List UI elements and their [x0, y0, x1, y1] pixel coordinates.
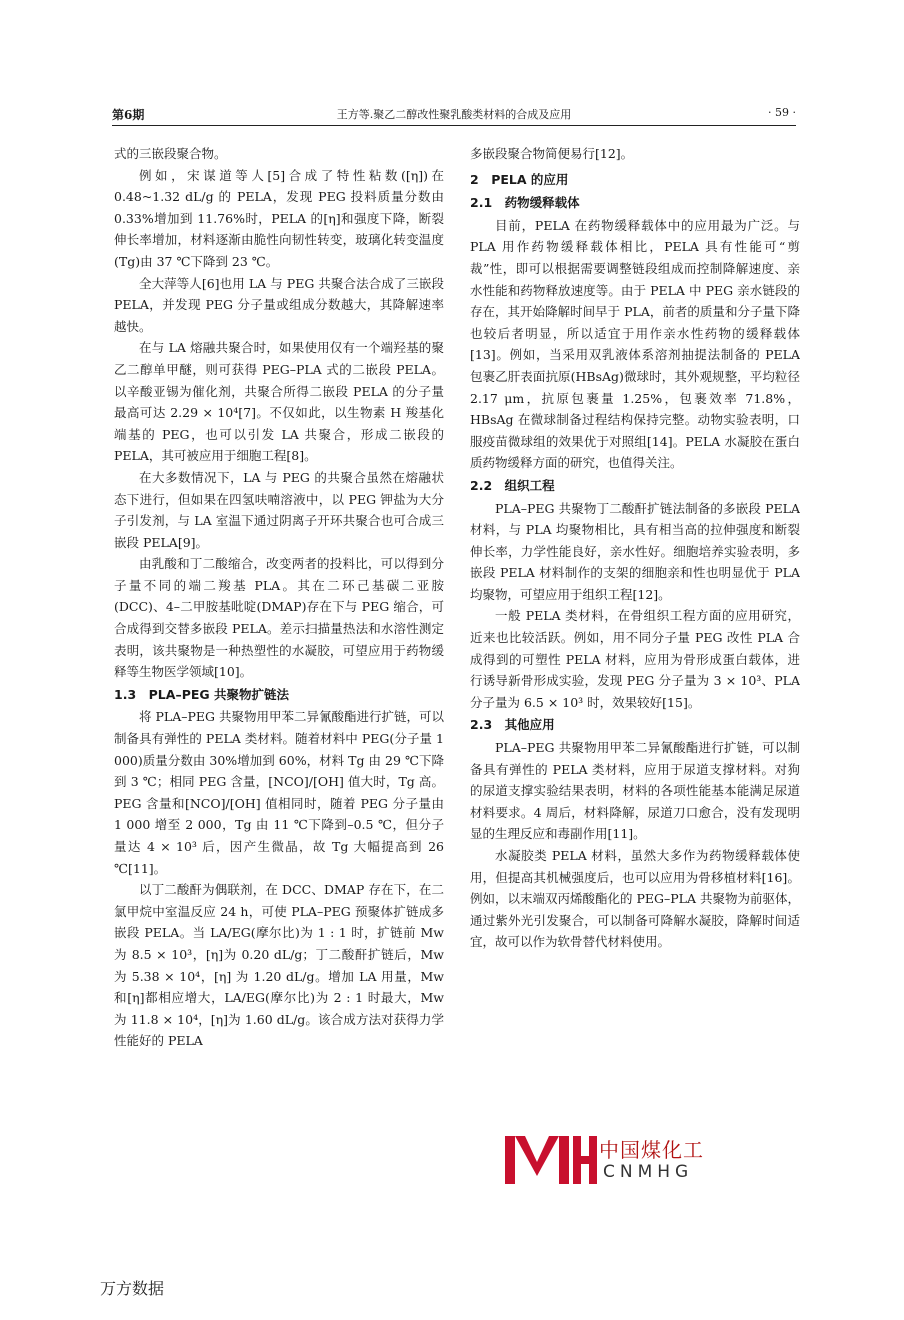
paragraph: 例如，宋谋道等人[5]合成了特性粘数([η])在0.48~1.32 dL/g 的 PELA，发现 PEG 投料质量分数由 0.33%增加到 11.76%时，PELA 的[η]和强度下降，断裂伸长率增加，材料逐渐由脆性向韧性转变，玻璃化转变温度(Tg)由 37 ℃下降到 23 ℃。: [114, 167, 444, 269]
paragraph: 一般 PELA 类材料，在骨组织工程方面的应用研究，近来也比较活跃。例如，用不同分子量 PEG 改性 PLA 合成得到的可塑性 PELA 材料，应用为骨形成蛋白载体，进行诱导新骨形成实验，发现 PEG 分子量为 3 × 10³、PLA 分子量为 6.5 × 10³ 时，效果较好[15]。: [470, 608, 800, 710]
issue-label: 第6期: [112, 108, 145, 122]
section-heading-2-3: 2.3 其他应用: [470, 717, 555, 733]
paragraph: 全大萍等人[6]也用 LA 与 PEG 共聚合法合成了三嵌段 PELA，并发现 PEG 分子量或组成分数越大，其降解速率越快。: [114, 275, 444, 334]
paragraph: 将 PLA–PEG 共聚物用甲苯二异氰酸酯进行扩链，可以制备具有弹性的 PELA 类材料。随着材料中 PEG(分子量 1 000)质量分数由 30%增加到 60%，材料 Tg 由 29 ℃下降到 3 ℃；相同 PEG 含量，[NCO]/[OH] 值大时，Tg 高。PEG 含量和[NCO]/[OH] 值相同时，随着 PEG 分子量由 1 000 增至 2 000，Tg 由 11 ℃下降到–0.5 ℃，但分子量达 4 × 10³ 后，因产生微晶，故 Tg 大幅提高到 26 ℃[11]。: [114, 709, 444, 876]
section-heading-2-1: 2.1 药物缓释载体: [470, 195, 580, 211]
paragraph: PLA–PEG 共聚物丁二酸酐扩链法制备的多嵌段 PELA 材料，与 PLA 均聚物相比，具有相当高的拉伸强度和断裂伸长率，力学性能良好，亲水性好。细胞培养实验表明，多嵌段 PELA 材料制作的支架的细胞亲和性也明显优于 PLA 均聚物，可望应用于组织工程[12]。: [470, 500, 800, 602]
watermark-chinese: 中国煤化工: [599, 1138, 704, 1162]
watermark: [503, 1132, 741, 1188]
paragraph: 在大多数情况下，LA 与 PEG 的共聚合虽然在熔融状态下进行，但如果在四氢呋喃溶液中，以 PEG 钾盐为大分子引发剂，与 LA 室温下通过阴离子开环共聚合也可合成三嵌段 PELA[9]。: [114, 469, 444, 550]
right-column: [470, 143, 800, 1223]
cnmhg-logo-icon: [503, 1132, 597, 1188]
source-footer: 万方数据: [100, 1279, 165, 1298]
left-column: [114, 143, 444, 1223]
paragraph: 多嵌段聚合物简便易行[12]。: [470, 146, 634, 161]
section-heading-2: 2 PELA 的应用: [470, 171, 569, 187]
paragraph: PLA–PEG 共聚物用甲苯二异氰酸酯进行扩链，可以制备具有弹性的 PELA 类材料，应用于尿道支撑材料。对狗的尿道支撑实验结果表明，材料的各项性能基本能满足尿道材料要求。4 周后，材料降解，尿道刀口愈合，没有发现明显的生理反应和毒副作用[11]。: [470, 740, 800, 842]
paragraph: 水凝胶类 PELA 材料，虽然大多作为药物缓释载体使用，但提高其机械强度后，也可以应用为骨移植材料[16]。例如，以末端双丙烯酸酯化的 PEG–PLA 共聚物为前驱体，通过紫外光引发聚合，可以制备可降解水凝胶，降解时间适宜，故可以作为软骨替代材料使用。: [470, 848, 800, 950]
watermark-english: CNMHG: [603, 1162, 694, 1182]
page-number: · 59 ·: [768, 106, 796, 119]
paragraph: 目前，PELA 在药物缓释载体中的应用最为广泛。与 PLA 用作药物缓释载体相比，PELA 具有性能可“剪裁”性，即可以根据需要调整链段组成而控制降解速度、亲水性能和药物释放速度等。由于 PELA 中 PEG 亲水链段的存在，其开始降解时间早于 PLA，前者的质量和分子量下降也较后者明显，所以适宜于用作亲水性药物的缓释载体[13]。例如，当采用双乳液体系溶剂抽提法制备的 PELA 包裹乙肝表面抗原(HBsAg)微球时，其外观规整，平均粒径 2.17 μm，抗原包裹量 1.25%，包裹效率 71.8%，HBsAg 在微球制备过程结构保持完整。动物实验表明，口服疫苗微球组的效果优于对照组[14]。PELA 水凝胶在蛋白质药物缓释方面的研究，也值得关注。: [470, 217, 800, 471]
header-rule: [112, 125, 796, 126]
paragraph: 式的三嵌段聚合物。: [114, 146, 227, 161]
section-heading-1-3: 1.3 PLA–PEG 共聚物扩链法: [114, 686, 290, 702]
running-title: 王方等.聚乙二醇改性聚乳酸类材料的合成及应用: [336, 108, 572, 121]
section-heading-2-2: 2.2 组织工程: [470, 477, 555, 493]
paragraph: 以丁二酸酐为偶联剂，在 DCC、DMAP 存在下，在二氯甲烷中室温反应 24 h，可使 PLA–PEG 预聚体扩链成多嵌段 PELA。当 LA/EG(摩尔比)为 1 : 1 时，扩链前 Mw 为 8.5 × 10³，[η]为 0.20 dL/g；丁二酸酐扩链后，Mw 为 5.38 × 10⁴，[η] 为 1.20 dL/g。增加 LA 用量，Mw 和[η]都相应增大，LA/EG(摩尔比)为 2 : 1 时最大，Mw 为 11.8 × 10⁴，[η]为 1.60 dL/g。该合成方法对获得力学性能好的 PELA: [114, 882, 444, 1049]
paragraph: 在与 LA 熔融共聚合时，如果使用仅有一个端羟基的聚乙二醇单甲醚，则可获得 PEG–PLA 式的二嵌段 PELA。以辛酸亚锡为催化剂，共聚合所得二嵌段 PELA 的分子量最高可达 2.29 × 10⁴[7]。不仅如此，以生物素 H 羧基化端基的 PEG，也可以引发 LA 共聚合，形成二嵌段的 PELA，其可被应用于细胞工程[8]。: [114, 340, 444, 464]
paragraph: 由乳酸和丁二酸缩合，改变两者的投料比，可以得到分子量不同的端二羧基 PLA。其在二环己基碳二亚胺(DCC)、4–二甲胺基吡啶(DMAP)存在下与 PEG 缩合，可合成得到交替多嵌段 PELA。差示扫描量热法和水溶性测定表明，该共聚物是一种热塑性的水凝胶，可望应用于药物缓释等生物医学领域[10]。: [114, 556, 444, 680]
